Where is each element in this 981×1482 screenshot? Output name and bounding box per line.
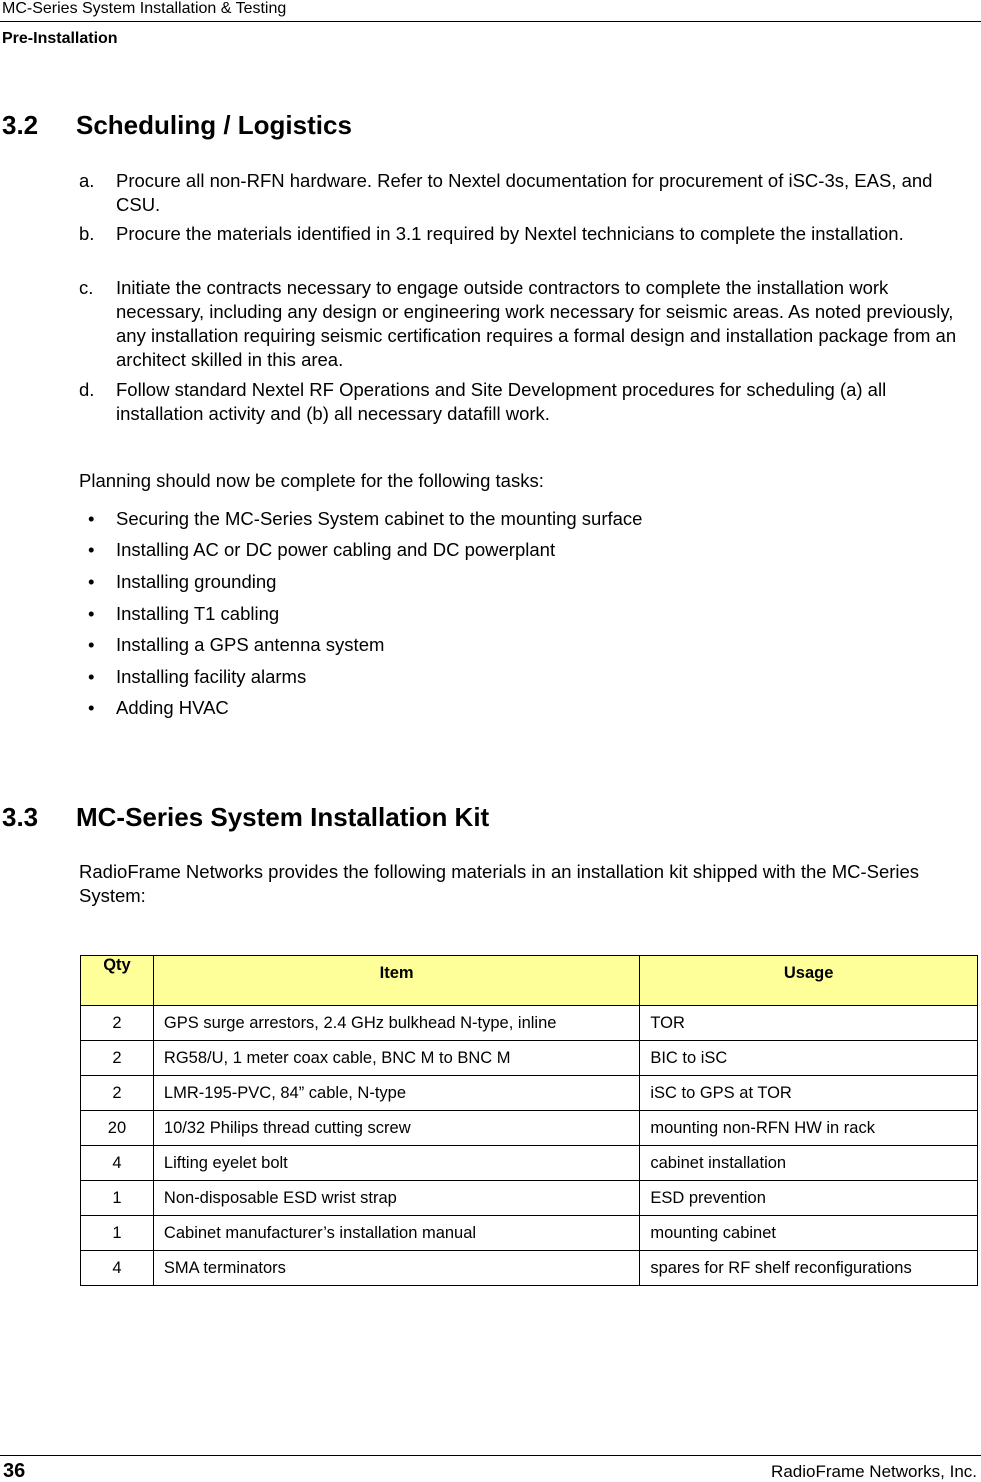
table-header-row bbox=[81, 956, 978, 1006]
usage-cell: mounting cabinet bbox=[640, 1216, 978, 1251]
planning-intro: Planning should now be complete for the following tasks: bbox=[79, 470, 544, 491]
installation-kit-table bbox=[80, 955, 978, 1286]
running-header-title: MC-Series System Installation & Testing bbox=[2, 0, 287, 17]
list-marker: c. bbox=[79, 277, 94, 298]
item-cell: 10/32 Philips thread cutting screw bbox=[153, 1111, 639, 1146]
qty-cell: 1 bbox=[81, 1216, 154, 1251]
footer-rule bbox=[0, 1455, 981, 1456]
task-text: Installing T1 cabling bbox=[116, 603, 280, 624]
qty-cell: 20 bbox=[81, 1111, 154, 1146]
table-row bbox=[81, 1076, 978, 1111]
section-title: MC-Series System Installation Kit bbox=[76, 802, 490, 832]
task-text: Adding HVAC bbox=[116, 697, 229, 718]
table-row bbox=[81, 1111, 978, 1146]
item-cell: Cabinet manufacturer’s installation manual bbox=[153, 1216, 639, 1251]
company-name: RadioFrame Networks, Inc. bbox=[771, 1462, 977, 1481]
table-row bbox=[81, 1006, 978, 1041]
qty-cell: 2 bbox=[81, 1006, 154, 1041]
usage-cell: mounting non-RFN HW in rack bbox=[640, 1111, 978, 1146]
running-header-section: Pre-Installation bbox=[2, 30, 118, 47]
list-marker: a. bbox=[79, 170, 95, 191]
table-row bbox=[81, 1181, 978, 1216]
bullet-dot: • bbox=[88, 603, 95, 624]
bullet-dot: • bbox=[88, 571, 95, 592]
list-text: Procure all non-RFN hardware. Refer to Nextel documentation for procurement of iSC-3s, EAS, and CSU. bbox=[116, 170, 933, 215]
bullet-dot: • bbox=[88, 634, 95, 655]
list-marker: b. bbox=[79, 223, 95, 244]
bullet-dot: • bbox=[88, 539, 95, 560]
usage-cell: iSC to GPS at TOR bbox=[640, 1076, 978, 1111]
qty-cell: 2 bbox=[81, 1041, 154, 1076]
bullet-dot: • bbox=[88, 666, 95, 687]
task-text: Securing the MC-Series System cabinet to the mounting surface bbox=[116, 508, 643, 529]
table-row bbox=[81, 1216, 978, 1251]
bullet-dot: • bbox=[88, 508, 95, 529]
page-number: 36 bbox=[3, 1460, 26, 1482]
qty-cell: 1 bbox=[81, 1181, 154, 1216]
task-text: Installing facility alarms bbox=[116, 666, 307, 687]
item-cell: LMR-195-PVC, 84” cable, N-type bbox=[153, 1076, 639, 1111]
column-header-qty: Qty bbox=[81, 956, 154, 1006]
list-text: Follow standard Nextel RF Operations and Site Development procedures for scheduling (a) all installation activity and (b) all necessary datafill work. bbox=[116, 379, 887, 424]
list-text: Initiate the contracts necessary to engage outside contractors to complete the installation work necessary, including any design or engineering work necessary for seismic areas. As noted previously, any installation requiring seismic certification requires a formal design and installation package from an architect skilled in this area. bbox=[116, 277, 957, 370]
qty-cell: 4 bbox=[81, 1251, 154, 1286]
section-number: 3.3 bbox=[2, 802, 39, 832]
header-rule bbox=[0, 21, 981, 22]
list-text: Procure the materials identified in 3.1 required by Nextel technicians to complete the installation. bbox=[116, 223, 904, 244]
usage-cell: cabinet installation bbox=[640, 1146, 978, 1181]
usage-cell: ESD prevention bbox=[640, 1181, 978, 1216]
qty-cell: 2 bbox=[81, 1076, 154, 1111]
section-number: 3.2 bbox=[2, 110, 39, 140]
item-cell: GPS surge arrestors, 2.4 GHz bulkhead N-type, inline bbox=[153, 1006, 639, 1041]
usage-cell: BIC to iSC bbox=[640, 1041, 978, 1076]
kit-intro: RadioFrame Networks provides the following materials in an installation kit shipped with the MC-Series System: bbox=[79, 861, 920, 906]
item-cell: Lifting eyelet bolt bbox=[153, 1146, 639, 1181]
usage-cell: TOR bbox=[640, 1006, 978, 1041]
section-3-3-heading bbox=[2, 802, 902, 834]
item-cell: Non-disposable ESD wrist strap bbox=[153, 1181, 639, 1216]
usage-cell: spares for RF shelf reconfigurations bbox=[640, 1251, 978, 1286]
task-text: Installing grounding bbox=[116, 571, 277, 592]
section-title: Scheduling / Logistics bbox=[76, 110, 352, 140]
list-marker: d. bbox=[79, 379, 95, 400]
column-header-usage: Usage bbox=[640, 956, 978, 1006]
task-text: Installing a GPS antenna system bbox=[116, 634, 385, 655]
item-cell: RG58/U, 1 meter coax cable, BNC M to BNC M bbox=[153, 1041, 639, 1076]
table-row bbox=[81, 1041, 978, 1076]
bullet-dot: • bbox=[88, 697, 95, 718]
table-row bbox=[81, 1146, 978, 1181]
table-row bbox=[81, 1251, 978, 1286]
task-text: Installing AC or DC power cabling and DC powerplant bbox=[116, 539, 556, 560]
column-header-item: Item bbox=[153, 956, 639, 1006]
qty-cell: 4 bbox=[81, 1146, 154, 1181]
section-3-2-heading bbox=[2, 110, 902, 142]
item-cell: SMA terminators bbox=[153, 1251, 639, 1286]
